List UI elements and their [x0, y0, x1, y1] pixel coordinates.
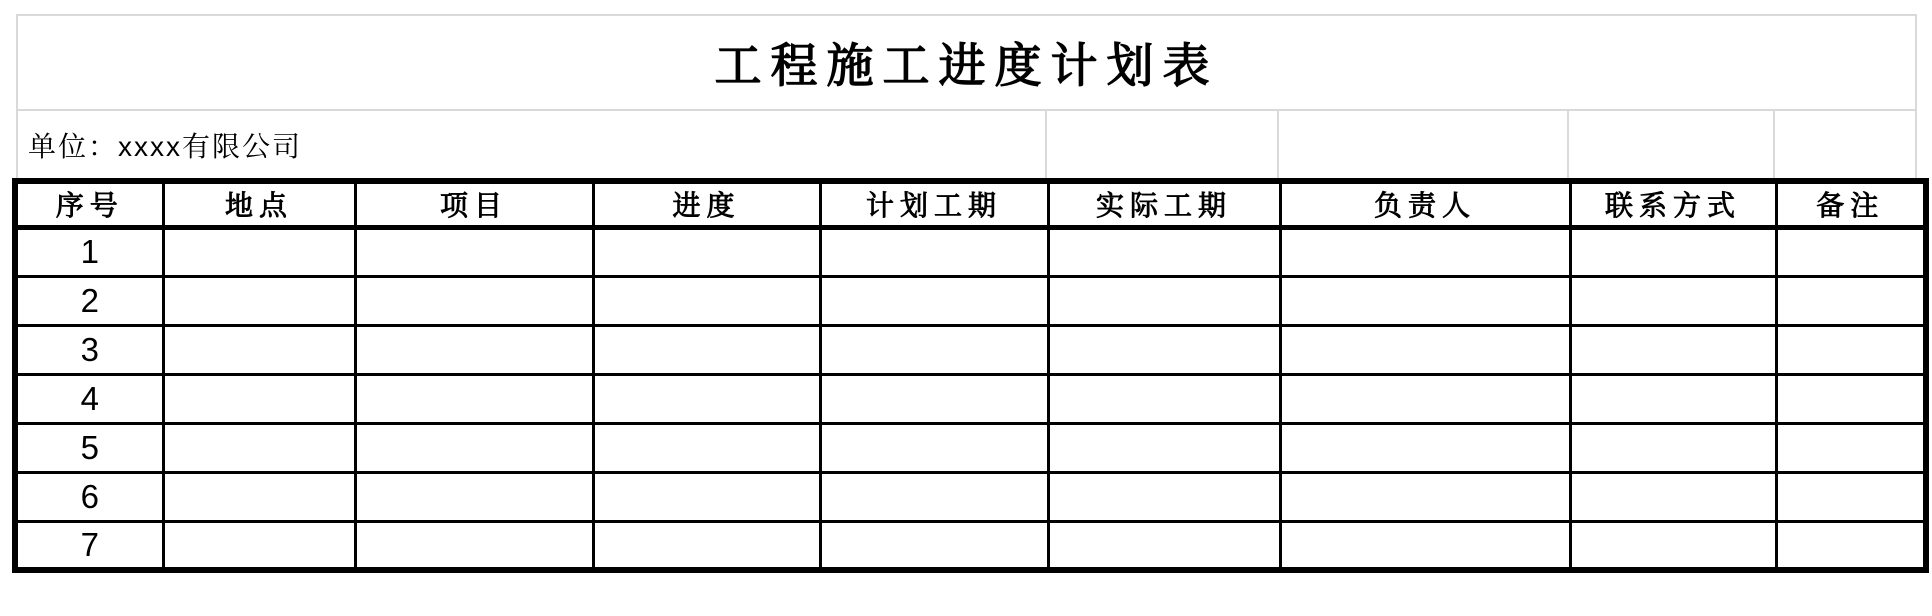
empty-cell [1776, 227, 1926, 276]
empty-cell [1048, 374, 1280, 423]
seq-cell: 3 [15, 325, 163, 374]
empty-cell [355, 227, 593, 276]
empty-cell [1280, 276, 1570, 325]
column-header-actual-duration: 实际工期 [1048, 181, 1280, 227]
empty-cell [163, 472, 355, 521]
empty-cell [1570, 276, 1776, 325]
empty-cell [1570, 325, 1776, 374]
column-header-planned-duration: 计划工期 [820, 181, 1048, 227]
page-title: 工程施工进度计划表 [714, 39, 1219, 92]
table-row [15, 374, 1926, 423]
unit-grid-cell [1045, 111, 1277, 178]
empty-cell [1048, 325, 1280, 374]
empty-cell [593, 276, 820, 325]
empty-cell [1776, 472, 1926, 521]
empty-cell [1570, 423, 1776, 472]
seq-cell: 2 [15, 276, 163, 325]
table-row [15, 472, 1926, 521]
empty-cell [1280, 423, 1570, 472]
empty-cell [355, 325, 593, 374]
seq-cell: 1 [15, 227, 163, 276]
table-row [15, 325, 1926, 374]
title-block [16, 14, 1917, 111]
empty-cell [820, 374, 1048, 423]
empty-cell [1776, 521, 1926, 570]
column-header-location: 地点 [163, 181, 355, 227]
seq-cell: 5 [15, 423, 163, 472]
empty-cell [163, 521, 355, 570]
column-header-progress: 进度 [593, 181, 820, 227]
empty-cell [1048, 521, 1280, 570]
column-header-remarks: 备注 [1776, 181, 1926, 227]
empty-cell [1570, 374, 1776, 423]
empty-cell [820, 423, 1048, 472]
empty-cell [1570, 472, 1776, 521]
empty-cell [163, 227, 355, 276]
empty-cell [163, 374, 355, 423]
empty-cell [1048, 423, 1280, 472]
empty-cell [1776, 374, 1926, 423]
seq-cell: 4 [15, 374, 163, 423]
empty-cell [820, 521, 1048, 570]
empty-cell [593, 521, 820, 570]
empty-cell [820, 227, 1048, 276]
unit-grid-cell [1567, 111, 1773, 178]
empty-cell [1280, 472, 1570, 521]
table-row [15, 276, 1926, 325]
empty-cell [1048, 227, 1280, 276]
unit-grid-cell [1277, 111, 1567, 178]
empty-cell [820, 325, 1048, 374]
schedule-table [12, 178, 1929, 573]
empty-cell [163, 325, 355, 374]
empty-cell [820, 276, 1048, 325]
column-header-project: 项目 [355, 181, 593, 227]
empty-cell [593, 325, 820, 374]
empty-cell [1280, 521, 1570, 570]
empty-cell [163, 276, 355, 325]
unit-label: 单位：xxxx有限公司 [28, 130, 303, 162]
table-row [15, 423, 1926, 472]
column-header-person-in-charge: 负责人 [1280, 181, 1570, 227]
empty-cell [593, 374, 820, 423]
seq-cell: 6 [15, 472, 163, 521]
seq-cell: 7 [15, 521, 163, 570]
empty-cell [1776, 423, 1926, 472]
empty-cell [355, 472, 593, 521]
empty-cell [355, 374, 593, 423]
table-row [15, 521, 1926, 570]
empty-cell [1048, 276, 1280, 325]
empty-cell [593, 227, 820, 276]
column-header-contact: 联系方式 [1570, 181, 1776, 227]
empty-cell [355, 276, 593, 325]
empty-cell [1570, 521, 1776, 570]
column-header-seq: 序号 [15, 181, 163, 227]
empty-cell [1280, 325, 1570, 374]
empty-cell [1048, 472, 1280, 521]
empty-cell [593, 423, 820, 472]
table-row [15, 227, 1926, 276]
unit-row [16, 111, 1917, 178]
empty-cell [355, 423, 593, 472]
header-row [15, 181, 1926, 227]
empty-cell [820, 472, 1048, 521]
empty-cell [593, 472, 820, 521]
unit-grid-cell [1773, 111, 1915, 178]
empty-cell [163, 423, 355, 472]
empty-cell [355, 521, 593, 570]
empty-cell [1776, 276, 1926, 325]
empty-cell [1776, 325, 1926, 374]
empty-cell [1280, 227, 1570, 276]
empty-cell [1570, 227, 1776, 276]
empty-cell [1280, 374, 1570, 423]
